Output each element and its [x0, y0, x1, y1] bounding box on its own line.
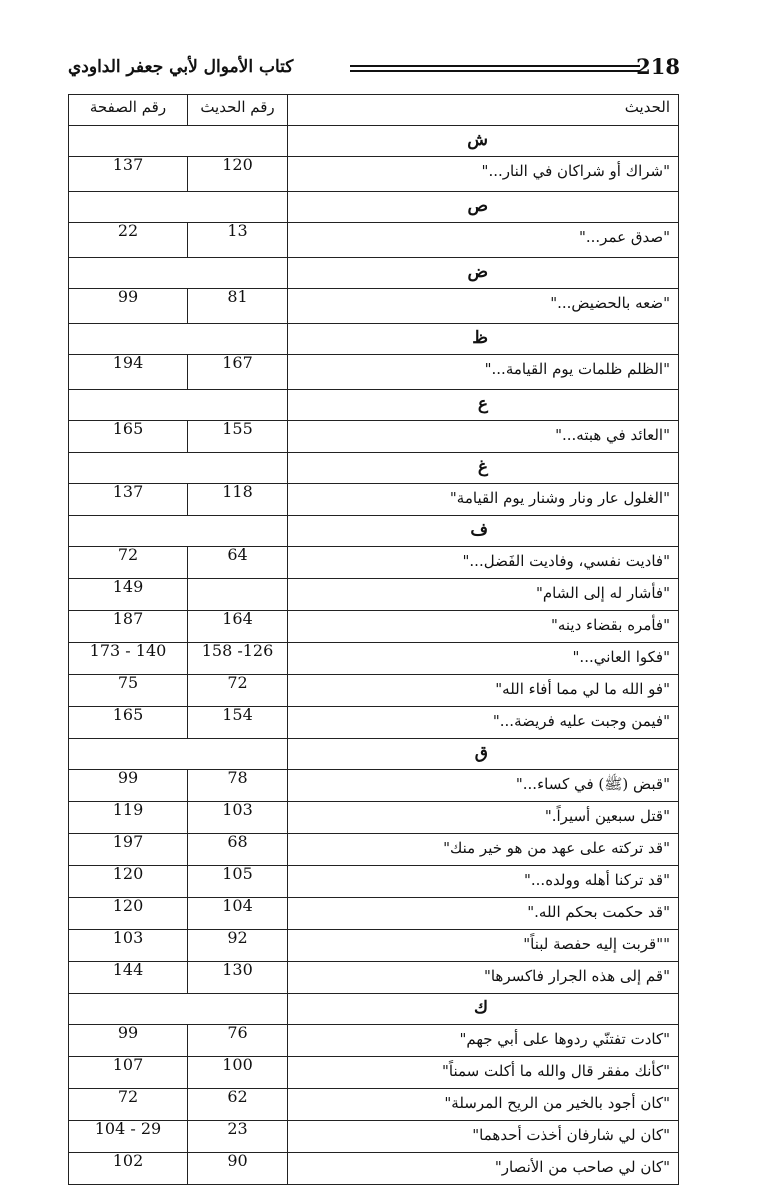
- page-number-cell: 137: [69, 484, 188, 516]
- page-number: 218: [636, 54, 680, 79]
- hadith-number-cell: 104: [188, 898, 288, 930]
- page-number-cell: 102: [69, 1153, 188, 1185]
- hadith-text-cell: "فأشار له إلى الشام": [288, 579, 679, 611]
- page-number-cell: 149: [69, 579, 188, 611]
- letter-row-spacer: [69, 453, 288, 484]
- section-letter: ك: [288, 994, 679, 1025]
- table-row: [69, 930, 679, 962]
- hadith-number-cell: 68: [188, 834, 288, 866]
- letter-row-spacer: [69, 994, 288, 1025]
- letter-row-spacer: [69, 258, 288, 289]
- hadith-number-cell: 64: [188, 547, 288, 579]
- letter-section-row: [69, 258, 679, 289]
- column-header-page-number: رقم الصفحة: [69, 95, 188, 126]
- hadith-number-cell: [188, 579, 288, 611]
- letter-row-spacer: [69, 126, 288, 157]
- table-row: [69, 802, 679, 834]
- page-number-cell: 103: [69, 930, 188, 962]
- hadith-text-cell: "الظلم ظلمات يوم القيامة...": [288, 355, 679, 390]
- letter-section-row: [69, 126, 679, 157]
- hadith-text-cell: "كان أجود بالخير من الريح المرسلة": [288, 1089, 679, 1121]
- hadith-number-cell: 105: [188, 866, 288, 898]
- page-number-cell: 144: [69, 962, 188, 994]
- table-row: [69, 223, 679, 258]
- hadith-text-cell: "الغلول عار ونار وشنار يوم القيامة": [288, 484, 679, 516]
- letter-row-spacer: [69, 739, 288, 770]
- section-letter: ع: [288, 390, 679, 421]
- hadith-text-cell: "كان لي شارفان أخذت أحدهما": [288, 1121, 679, 1153]
- letter-section-row: [69, 390, 679, 421]
- hadith-index-table: [68, 94, 679, 1185]
- hadith-number-cell: 90: [188, 1153, 288, 1185]
- hadith-text-cell: "صدق عمر...": [288, 223, 679, 258]
- hadith-number-cell: 72: [188, 675, 288, 707]
- section-letter: ق: [288, 739, 679, 770]
- hadith-text-cell: "كان لي صاحب من الأنصار": [288, 1153, 679, 1185]
- page-number-cell: 165: [69, 707, 188, 739]
- hadith-text-cell: "قم إلى هذه الجرار فاكسرها": [288, 962, 679, 994]
- table-row: [69, 1025, 679, 1057]
- table-row: [69, 770, 679, 802]
- page-number-cell: 99: [69, 1025, 188, 1057]
- hadith-text-cell: "قد تركنا أهله وولده...": [288, 866, 679, 898]
- section-letter: ظ: [288, 324, 679, 355]
- hadith-text-cell: "فكوا العاني...": [288, 643, 679, 675]
- hadith-text-cell: "قتل سبعين أسيراً.": [288, 802, 679, 834]
- page-number-cell: 99: [69, 289, 188, 324]
- letter-section-row: [69, 453, 679, 484]
- section-letter: ش: [288, 126, 679, 157]
- hadith-number-cell: 13: [188, 223, 288, 258]
- hadith-number-cell: 76: [188, 1025, 288, 1057]
- hadith-text-cell: "كادت تفتنّي ردوها على أبي جهم": [288, 1025, 679, 1057]
- letter-section-row: [69, 994, 679, 1025]
- letter-row-spacer: [69, 192, 288, 223]
- table-row: [69, 834, 679, 866]
- table-row: [69, 157, 679, 192]
- book-title: كتاب الأموال لأبي جعفر الداودي: [68, 57, 294, 77]
- hadith-text-cell: "قبض (ﷺ) في كساء...": [288, 770, 679, 802]
- letter-row-spacer: [69, 324, 288, 355]
- table-row: [69, 547, 679, 579]
- table-row: [69, 484, 679, 516]
- page-number-cell: 120: [69, 898, 188, 930]
- letter-section-row: [69, 192, 679, 223]
- hadith-text-cell: "فو الله ما لي مما أفاء الله": [288, 675, 679, 707]
- page-number-cell: 173 - 140: [69, 643, 188, 675]
- page-header: [68, 54, 680, 90]
- table-row: [69, 1089, 679, 1121]
- hadith-number-cell: 118: [188, 484, 288, 516]
- table-row: [69, 675, 679, 707]
- section-letter: ف: [288, 516, 679, 547]
- table-row: [69, 866, 679, 898]
- letter-section-row: [69, 516, 679, 547]
- column-header-hadith-number: رقم الحديث: [188, 95, 288, 126]
- table-row: [69, 962, 679, 994]
- page-number-cell: 165: [69, 421, 188, 453]
- table-row: [69, 289, 679, 324]
- hadith-text-cell: "فيمن وجبت عليه فريضة...": [288, 707, 679, 739]
- page-number-cell: 119: [69, 802, 188, 834]
- table-row: [69, 1121, 679, 1153]
- hadith-text-cell: "شراك أو شراكان في النار...": [288, 157, 679, 192]
- hadith-number-cell: 23: [188, 1121, 288, 1153]
- page-number-cell: 72: [69, 1089, 188, 1121]
- page-number-cell: 120: [69, 866, 188, 898]
- page-number-cell: 72: [69, 547, 188, 579]
- hadith-number-cell: 103: [188, 802, 288, 834]
- letter-section-row: [69, 324, 679, 355]
- hadith-text-cell: "العائد في هبته...": [288, 421, 679, 453]
- letter-row-spacer: [69, 390, 288, 421]
- table-row: [69, 898, 679, 930]
- hadith-number-cell: 164: [188, 611, 288, 643]
- hadith-number-cell: 120: [188, 157, 288, 192]
- hadith-number-cell: 155: [188, 421, 288, 453]
- section-letter: غ: [288, 453, 679, 484]
- hadith-text-cell: "كأنك مفقر قال والله ما أكلت سمناً": [288, 1057, 679, 1089]
- table-header-row: [69, 95, 679, 126]
- hadith-text-cell: "قد حكمت بحكم الله.": [288, 898, 679, 930]
- letter-row-spacer: [69, 516, 288, 547]
- header-double-rule: [350, 65, 640, 73]
- page-number-cell: 104 - 29: [69, 1121, 188, 1153]
- table-row: [69, 421, 679, 453]
- table-row: [69, 611, 679, 643]
- table-body: [69, 126, 679, 1185]
- hadith-number-cell: 62: [188, 1089, 288, 1121]
- hadith-text-cell: ""قربت إليه حفصة لبناً": [288, 930, 679, 962]
- table-row: [69, 579, 679, 611]
- section-letter: ص: [288, 192, 679, 223]
- page-number-cell: 137: [69, 157, 188, 192]
- hadith-number-cell: 154: [188, 707, 288, 739]
- hadith-text-cell: "فاديت نفسي، وفاديت الفَضل...": [288, 547, 679, 579]
- hadith-number-cell: 158 -126: [188, 643, 288, 675]
- hadith-number-cell: 130: [188, 962, 288, 994]
- hadith-text-cell: "قد تركته على عهد من هو خير منك": [288, 834, 679, 866]
- letter-section-row: [69, 739, 679, 770]
- table-row: [69, 1057, 679, 1089]
- table-row: [69, 1153, 679, 1185]
- page-number-cell: 194: [69, 355, 188, 390]
- column-header-hadith: الحديث: [288, 95, 679, 126]
- page-number-cell: 22: [69, 223, 188, 258]
- hadith-number-cell: 100: [188, 1057, 288, 1089]
- page-number-cell: 107: [69, 1057, 188, 1089]
- page-number-cell: 187: [69, 611, 188, 643]
- page-number-cell: 99: [69, 770, 188, 802]
- hadith-number-cell: 92: [188, 930, 288, 962]
- hadith-text-cell: "ضعه بالحضيض...": [288, 289, 679, 324]
- table-row: [69, 643, 679, 675]
- table-row: [69, 355, 679, 390]
- section-letter: ض: [288, 258, 679, 289]
- page-number-cell: 75: [69, 675, 188, 707]
- hadith-number-cell: 81: [188, 289, 288, 324]
- hadith-number-cell: 167: [188, 355, 288, 390]
- hadith-number-cell: 78: [188, 770, 288, 802]
- page-number-cell: 197: [69, 834, 188, 866]
- table-row: [69, 707, 679, 739]
- hadith-text-cell: "فأمره بقضاء دينه": [288, 611, 679, 643]
